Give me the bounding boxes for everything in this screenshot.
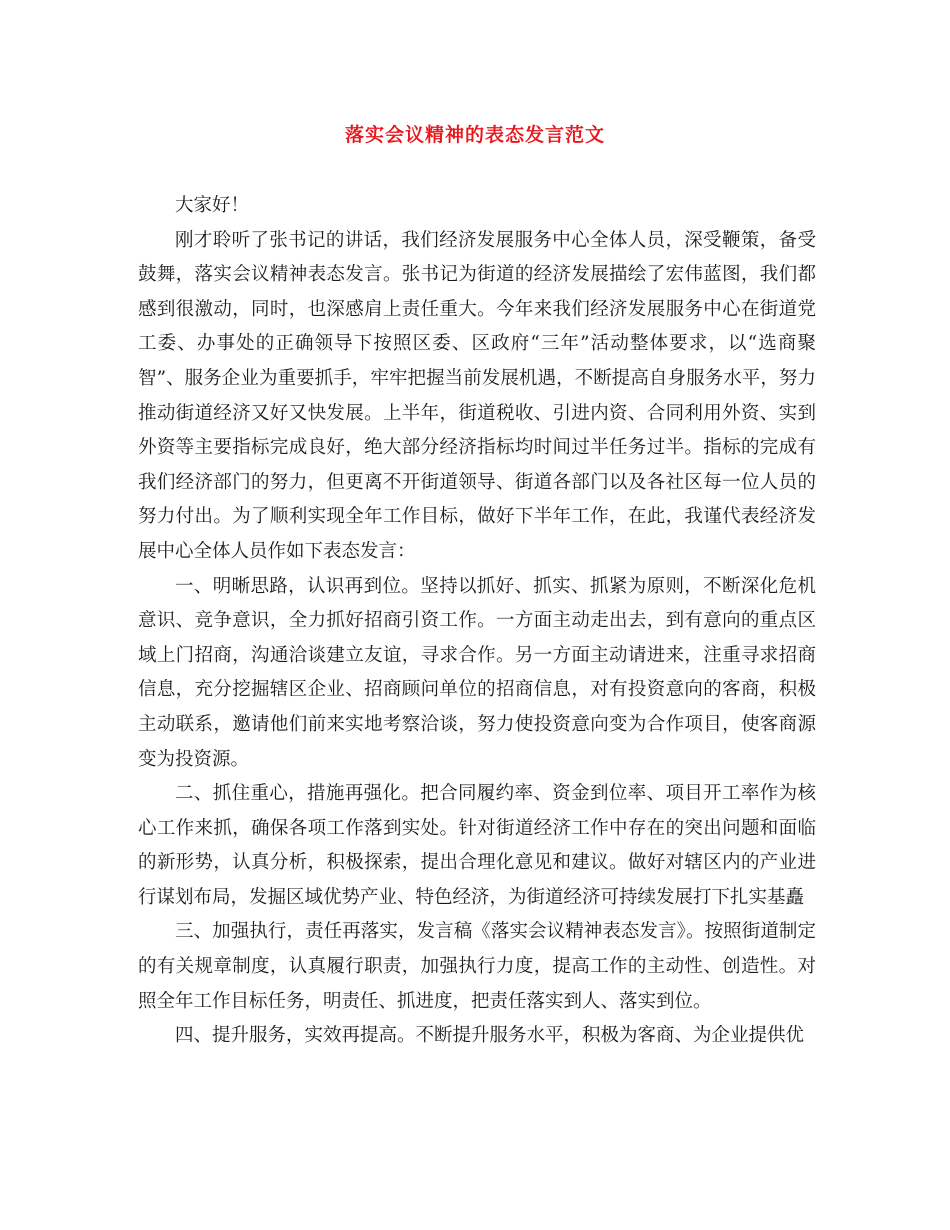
greeting-paragraph: 大家好！: [175, 195, 250, 216]
point-four-paragraph: 四、提升服务，实效再提高。不断提升服务水平，积极为客商、为企业提供优: [175, 1025, 805, 1047]
point-two-paragraph: 二、抓住重心，措施再强化。把合同履约率、资金到位率、项目开工率作为核心工作来抓，确保各项工作落到实处。针对街道经济工作中存在的突出问题和面临的新形势，认真分析，积极探索，提出合理化意见和建议。做好对辖区内的产业进行谋划布局，发掘区域优势产业、特色经济，为街道经济可持续发展打下扎实基矗: [138, 783, 816, 908]
point-one-paragraph: 一、明晰思路，认识再到位。坚持以抓好、抓实、抓紧为原则，不断深化危机意识、竞争意识，全力抓好招商引资工作。一方面主动走出去，到有意向的重点区域上门招商，沟通洽谈建立友谊，寻求合作。另一方面主动请进来，注重寻求招商信息，充分挖掘辖区企业、招商顾问单位的招商信息，对有投资意向的客商，积极主动联系，邀请他们前来实地考察洽谈，努力使投资意向变为合作项目，使客商源变为投资源。: [138, 575, 816, 770]
intro-paragraph: 刚才聆听了张书记的讲话，我们经济发展服务中心全体人员，深受鞭策，备受鼓舞，落实会议精神表态发言。张书记为街道的经济发展描绘了宏伟蓝图，我们都感到很激动，同时，也深感肩上责任重大。今年来我们经济发展服务中心在街道党工委、办事处的正确领导下按照区委、区政府“三年”活动整体要求，以“选商聚智”、服务企业为重要抓手，牢牢把握当前发展机遇，不断提高自身服务水平，努力推动街道经济又好又快发展。上半年，街道税收、引进内资、合同利用外资、实到外资等主要指标完成良好，绝大部分经济指标均时间过半任务过半。指标的完成有我们经济部门的努力，但更离不开街道领导、街道各部门以及各社区每一位人员的努力付出。为了顺利实现全年工作目标，做好下半年工作，在此，我谨代表经济发展中心全体人员作如下表态发言：: [138, 229, 816, 562]
document-body: [138, 189, 816, 1054]
document-title: 落实会议精神的表态发言范文: [344, 124, 605, 146]
point-three-paragraph: 三、加强执行，责任再落实，发言稿《落实会议精神表态发言》。按照街道制定的有关规章制度，认真履行职责，加强执行力度，提高工作的主动性、创造性。对照全年工作目标任务，明责任、抓进度，把责任落实到人、落实到位。: [138, 921, 816, 1012]
